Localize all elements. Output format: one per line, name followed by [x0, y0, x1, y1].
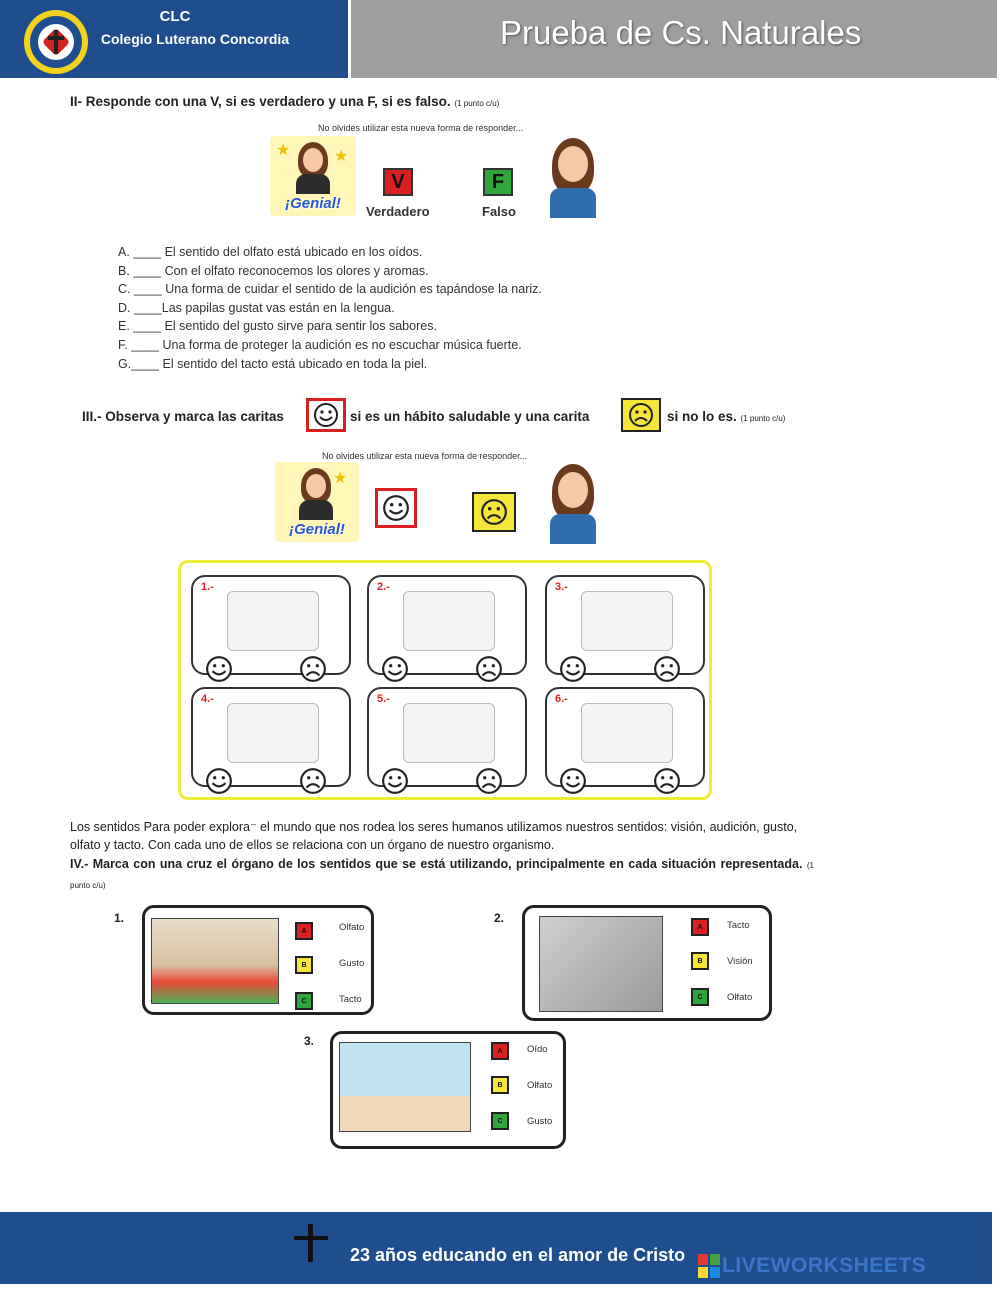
happy-face-icon[interactable]: [559, 767, 587, 795]
tf-item-e[interactable]: E. ____ El sentido del gusto sirve para sentir los sabores.: [118, 319, 437, 333]
option-c-box[interactable]: C: [295, 992, 313, 1010]
question-2-box: [522, 905, 772, 1021]
option-b-box[interactable]: B: [295, 956, 313, 974]
option-a-box[interactable]: A: [691, 918, 709, 936]
option-b-box[interactable]: B: [491, 1076, 509, 1094]
section2-reminder: No olvides utilizar esta nueva forma de responder...: [318, 123, 524, 133]
bitmoji-genial-1: ★ ★ ¡Genial!: [270, 136, 356, 216]
option-a-box[interactable]: A: [295, 922, 313, 940]
happy-face-icon: [306, 398, 346, 432]
section3-title-b: si es un hábito saludable y una carita: [350, 409, 590, 424]
section3-reminder: No olvides utilizar esta nueva forma de responder...: [322, 451, 528, 461]
option-c-box[interactable]: C: [491, 1112, 509, 1130]
question-2-number: 2.: [494, 911, 505, 925]
school-header: [0, 0, 348, 78]
happy-face-icon[interactable]: [205, 655, 233, 683]
option-b-label: Visión: [727, 956, 753, 967]
habit-illustration-nose-picking: [227, 703, 319, 763]
option-b-label: Gusto: [339, 958, 365, 969]
boy-listening-radio-photo: [339, 1042, 471, 1132]
habit-illustration-littering: [403, 703, 495, 763]
tf-item-a[interactable]: A. ____ El sentido del olfato está ubicado en los oídos.: [118, 245, 423, 259]
school-logo: [24, 10, 88, 74]
sad-face-icon[interactable]: [475, 767, 503, 795]
option-a-label: Oído: [527, 1044, 548, 1055]
bitmoji-genial-2: ★ ¡Genial!: [275, 462, 359, 542]
title-banner: [351, 0, 997, 78]
section2-title: II- Responde con una V, si es verdadero y una F, si es falso. (1 punto c/u): [70, 94, 500, 109]
option-a-label: Tacto: [727, 920, 750, 931]
question-3-number: 3.: [304, 1034, 315, 1048]
tf-item-c[interactable]: C. ____ Una forma de cuidar el sentido de la audición es tapándose la nariz.: [118, 282, 542, 296]
tf-item-b[interactable]: B. ____ Con el olfato reconocemos los olores y aromas.: [118, 264, 429, 278]
habit-card-3: 3.-: [545, 575, 705, 675]
tf-item-g[interactable]: G.____ El sentido del tacto está ubicado en toda la piel.: [118, 357, 428, 371]
tf-item-d[interactable]: D. ____Las papilas gustat vas están en la lengua.: [118, 301, 395, 315]
habit-illustration-junk-food: [581, 591, 673, 651]
option-c-label: Gusto: [527, 1116, 553, 1127]
habits-grid: [178, 560, 712, 800]
footer-motto: 23 años educando en el amor de Cristo: [350, 1245, 686, 1265]
section4-title: IV.- Marca con una cruz el órgano de los sentidos que se está utilizando, principalmente en cada situación representada. (1 punto c/u): [70, 857, 814, 890]
example-sad-face-icon: [472, 492, 516, 532]
habit-illustration-sleeping: [403, 591, 495, 651]
true-v-box: V: [383, 168, 413, 196]
tf-item-f[interactable]: F. ____ Una forma de proteger la audición es no escuchar música fuerte.: [118, 338, 522, 352]
sad-face-icon[interactable]: [475, 655, 503, 683]
option-c-box[interactable]: C: [691, 988, 709, 1006]
true-label: Verdadero: [366, 204, 430, 219]
happy-face-icon[interactable]: [205, 767, 233, 795]
option-b-box[interactable]: B: [691, 952, 709, 970]
senses-intro: Los sentidos Para poder explora⁻ el mundo que nos rodea los seres humanos utilizamos nuestros sentidos: visión, audición, gusto, olfato y tacto. Con cada uno de ellos se relaciona con un órgano de nuestro organismo.: [70, 820, 798, 852]
false-f-box: F: [483, 168, 513, 196]
habit-illustration-brushing: [227, 591, 319, 651]
section3-title-a: III.- Observa y marca las caritas: [82, 409, 284, 424]
habit-card-4: 4.-: [191, 687, 351, 787]
happy-face-icon[interactable]: [381, 767, 409, 795]
section3-title-c: si no lo es. (1 punto c/u): [667, 409, 786, 424]
option-c-label: Olfato: [727, 992, 753, 1003]
liveworksheets-watermark: LIVEWORKSHEETS: [722, 1254, 927, 1277]
question-1-box: [142, 905, 374, 1015]
sad-face-icon[interactable]: [299, 767, 327, 795]
girl-eating-watermelon-photo: [151, 918, 279, 1004]
false-label: Falso: [482, 204, 516, 219]
sad-face-icon[interactable]: [653, 655, 681, 683]
school-abbr: CLC: [159, 8, 191, 25]
option-a-label: Olfato: [339, 922, 365, 933]
habit-illustration-eating-salad: [581, 703, 673, 763]
habit-card-2: 2.-: [367, 575, 527, 675]
habit-card-5: 5.-: [367, 687, 527, 787]
question-3-box: [330, 1031, 566, 1149]
sad-face-icon: [621, 398, 661, 432]
happy-face-icon[interactable]: [559, 655, 587, 683]
footer-banner: [0, 1212, 992, 1284]
bitmoji-teacher-2: [540, 462, 606, 544]
question-1-number: 1.: [114, 911, 125, 925]
example-happy-face-icon: [375, 488, 417, 528]
page-title: Prueba de Cs. Naturales: [500, 14, 862, 51]
bitmoji-teacher-1: [540, 136, 606, 218]
habit-card-6: 6.-: [545, 687, 705, 787]
liveworksheets-logo-icon: [698, 1254, 720, 1278]
sad-face-icon[interactable]: [299, 655, 327, 683]
option-c-label: Tacto: [339, 994, 362, 1005]
option-a-box[interactable]: A: [491, 1042, 509, 1060]
school-name: Colegio Luterano Concordia: [100, 31, 290, 47]
cross-icon: [308, 1224, 313, 1262]
habit-card-1: 1.-: [191, 575, 351, 675]
option-b-label: Olfato: [527, 1080, 553, 1091]
happy-face-icon[interactable]: [381, 655, 409, 683]
girl-smelling-flower-photo: [539, 916, 663, 1012]
sad-face-icon[interactable]: [653, 767, 681, 795]
